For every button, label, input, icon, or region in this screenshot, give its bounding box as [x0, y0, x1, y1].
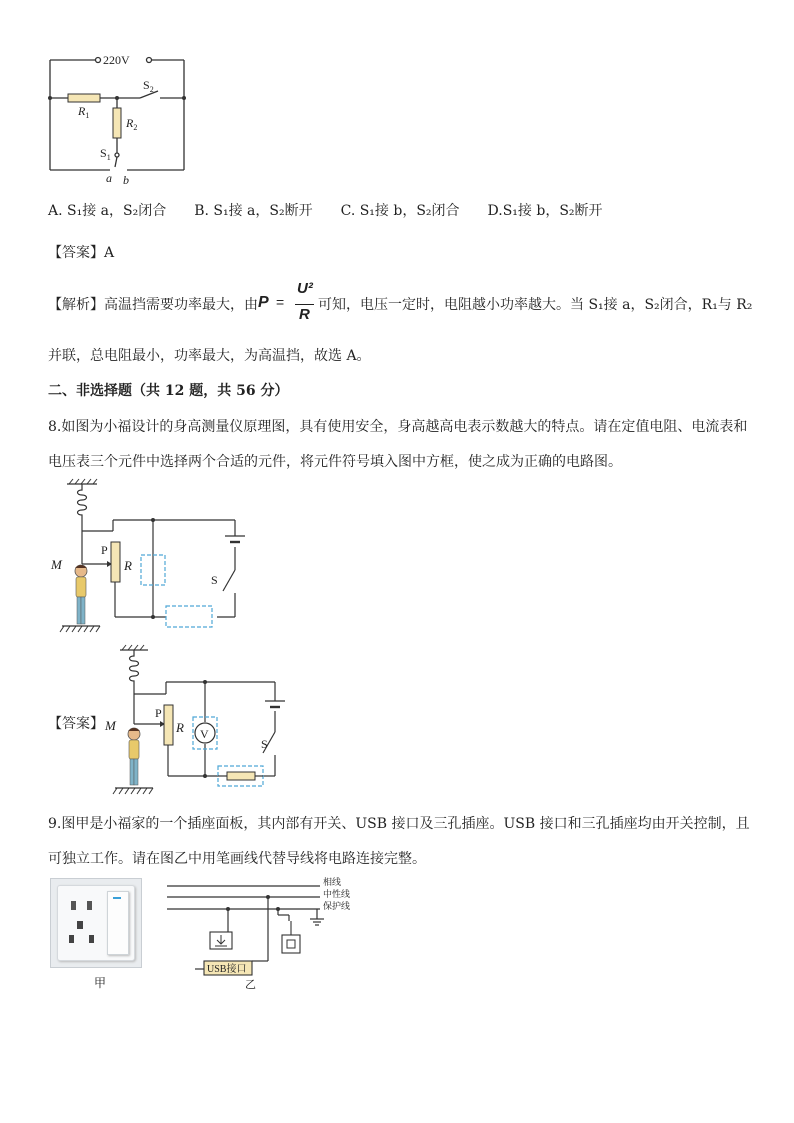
question9-line1: 9.图甲是小福家的一个插座面板，其内部有开关、USB 接口及三孔插座。USB 接口和三孔插座均由开关控制，且 [48, 816, 750, 832]
terminal-a-label: a [106, 171, 112, 185]
slider-p-label: P [101, 543, 108, 557]
question8-line2: 电压表三个元件中选择两个合适的元件，将元件符号填入图中方框，使之成为正确的电路图。 [48, 454, 622, 470]
socket-panel-figure [50, 878, 142, 968]
figure-jia-caption: 甲 [94, 976, 107, 990]
resistor-r1 [68, 94, 100, 102]
point-m-label: M [51, 557, 62, 572]
question9-line2: 可独立工作。请在图乙中用笔画线代替导线将电路连接完整。 [48, 851, 426, 867]
formula-denominator: R [299, 306, 310, 323]
voltmeter-label: V [200, 727, 209, 741]
spring-icon [130, 650, 139, 685]
socket-hole-icon [77, 921, 83, 929]
three-hole-socket-box [282, 935, 300, 953]
live-wire-label: 相线 [323, 877, 342, 887]
analysis-mid: 可知，电压一定时，电阻越小功率越大。当 S₁接 a，S₂闭合，R₁与 R₂ [318, 297, 753, 313]
point-m-label: M [105, 718, 116, 733]
figure-yi-caption: 乙 [245, 979, 256, 991]
question8-line1: 8.如图为小福设计的身高测量仪原理图，具有使用安全，身高越高电表示数越大的特点。请在定值电阻、电流表和 [48, 419, 748, 435]
formula-p: P [258, 294, 269, 311]
switch-s-label: S [211, 573, 218, 587]
empty-component-box-lower [166, 606, 212, 627]
s2-label: $S_2$ [143, 78, 154, 94]
fraction-bar [295, 304, 314, 305]
terminal-b-label: b [123, 173, 129, 187]
height-meter-diagram [45, 478, 250, 640]
slider-p-label: P [155, 706, 162, 720]
power-formula [258, 280, 322, 328]
r1-label: $R_1$ [78, 104, 90, 120]
analysis-line1 [48, 295, 258, 315]
voltage-label: 220V [103, 53, 130, 67]
analysis-prefix: 【解析】高温挡需要功率最大，由 [48, 297, 258, 313]
fixed-resistor [227, 772, 255, 780]
socket-hole-icon [69, 935, 74, 943]
formula-numerator: U² [297, 280, 313, 297]
answer8-label: 【答案】 [48, 716, 104, 732]
usb-port-icon [71, 901, 76, 910]
socket-hole-icon [89, 935, 94, 943]
question7-answer: 【答案】A [48, 245, 115, 261]
usb-interface-label: USB接口 [207, 964, 247, 975]
circuit-diagram-heater [40, 45, 200, 190]
person-icon [75, 565, 87, 624]
ground-wire-label: 保护线 [323, 901, 351, 911]
height-meter-answer-diagram [103, 644, 303, 800]
neutral-wire-label: 中性线 [323, 889, 351, 899]
section-heading: 二、非选择题（共 12 题，共 56 分） [48, 383, 289, 399]
wiring-diagram [165, 873, 365, 993]
usb-port-icon [87, 901, 92, 910]
switch-indicator-icon [113, 897, 121, 899]
person-icon [128, 728, 140, 785]
analysis-line2: 并联，总电阻最小，功率最大，为高温挡，故选 A。 [48, 348, 371, 364]
question7-options: A. S₁接 a，S₂闭合 B. S₁接 a，S₂断开 C. S₁接 b，S₂闭合 D.S₁接 b，S₂断开 [48, 203, 603, 219]
rocker-switch [107, 891, 129, 955]
formula-equals: = [276, 294, 285, 310]
switch-s-label: S [261, 737, 268, 751]
r2-label: $R_2$ [126, 116, 138, 132]
rheostat-r [164, 705, 173, 745]
rheostat-r [111, 542, 120, 582]
spring-icon [78, 484, 87, 519]
s1-label: $S_1$ [100, 146, 111, 162]
resistor-r2 [113, 108, 121, 138]
rheostat-r-label: R [176, 720, 184, 735]
rheostat-r-label: R [124, 558, 132, 573]
